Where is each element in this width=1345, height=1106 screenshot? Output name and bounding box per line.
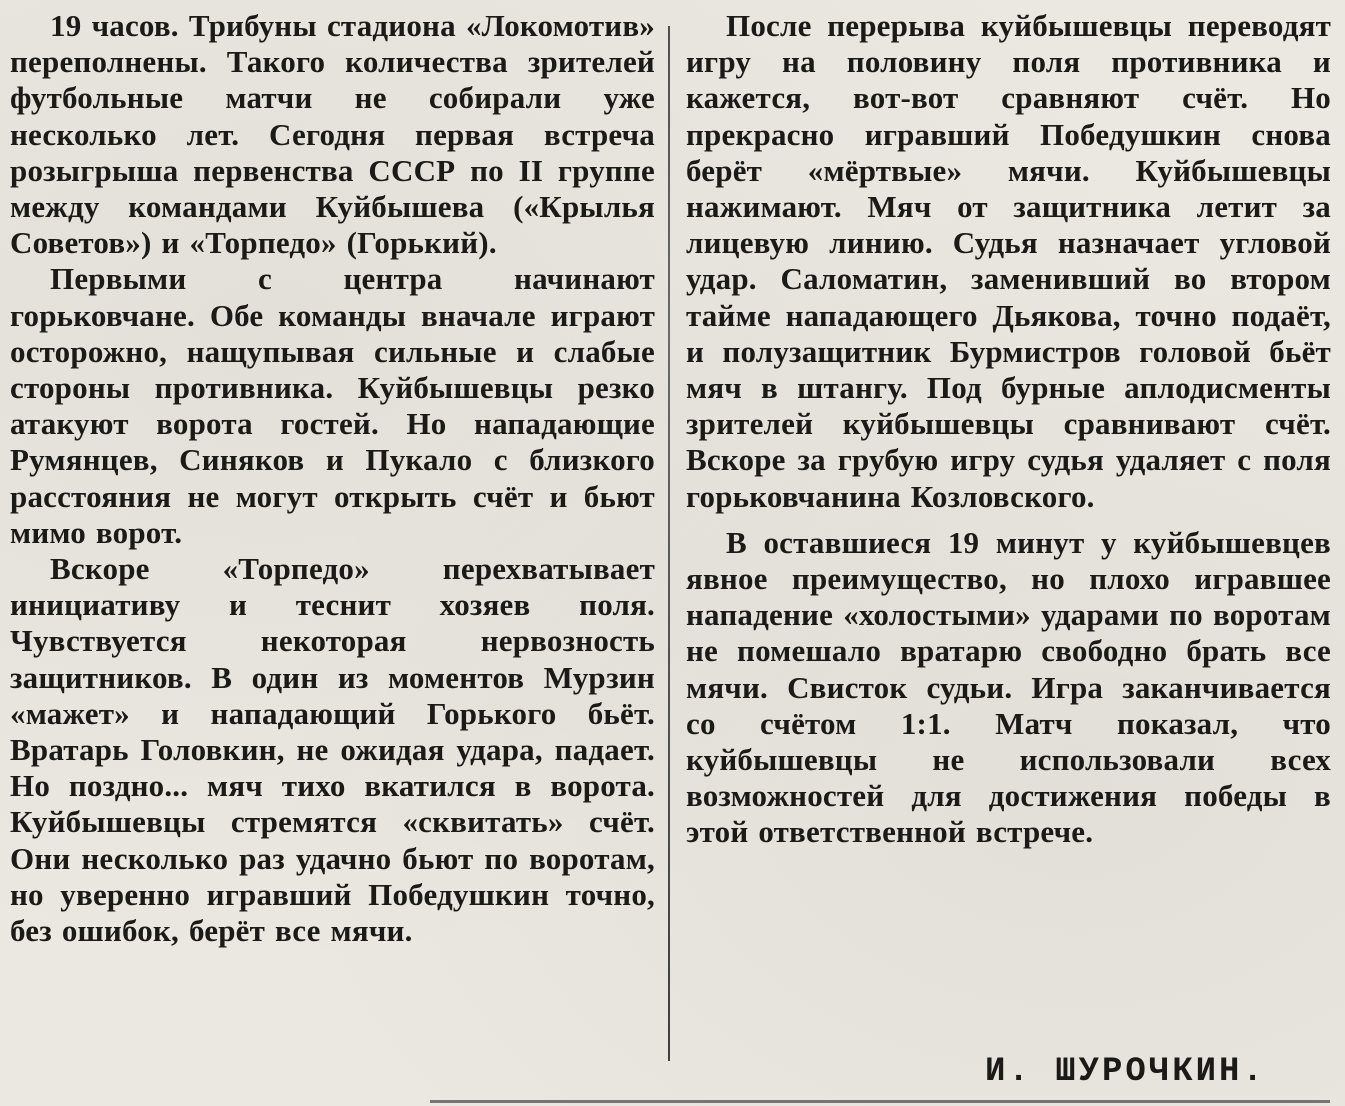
author-signature: И. ШУРОЧКИН. (985, 1053, 1266, 1091)
article-paragraph: 19 часов. Трибуны стадиона «Локомотив» переполнены. Такого количества зрителей футбольные матчи не собирали уже несколько лет. Сегодня первая встреча розыгрыша первенства СССР по II группе между командами Куйбышева («Крылья Советов») и «Торпедо» (Горький). (10, 8, 655, 261)
article-column-right (686, 8, 1331, 851)
paragraph-gap (686, 515, 1331, 525)
article-column-left (10, 8, 655, 949)
article-paragraph: После перерыва куйбышевцы переводят игру на половину поля противника и кажется, вот-вот сравняют счёт. Но прекрасно игравший Победушкин снова берёт «мёртвые» мячи. Куйбышевцы нажимают. Мяч от защитника летит за лицевую линию. Судья назначает угловой удар. Саломатин, заменивший во втором тайме нападающего Дьякова, точно подаёт, и полузащитник Бурмистров головой бьёт мяч в штангу. Под бурные аплодисменты зрителей куйбышевцы сравнивают счёт. Вскоре за грубую игру судья удаляет с поля горьковчанина Козловского. (686, 8, 1331, 514)
article-paragraph: В оставшиеся 19 минут у куйбышевцев явное преимущество, но плохо игравшее нападение «холостыми» ударами по воротам не помешало вратарю свободно брать все мячи. Свисток судьи. Игра заканчивается со счётом 1:1. Матч показал, что куйбышевцы не использовали всех возможностей для достижения победы в этой ответственной встрече. (686, 524, 1331, 850)
column-divider (668, 26, 670, 1061)
bottom-rule (430, 1100, 1330, 1103)
article-paragraph: Вскоре «Торпедо» перехватывает инициативу и теснит хозяев поля. Чувствуется некоторая нервозность защитников. В один из моментов Мурзин «мажет» и нападающий Горького бьёт. Вратарь Головкин, не ожидая удара, падает. Но поздно... мяч тихо вкатился в ворота. Куйбышевцы стремятся «сквитать» счёт. Они несколько раз удачно бьют по воротам, но уверенно игравший Победушкин точно, без ошибок, берёт все мячи. (10, 551, 655, 949)
article-paragraph: Первыми с центра начинают горьковчане. Обе команды вначале играют осторожно, нащупывая сильные и слабые стороны противника. Куйбышевцы резко атакуют ворота гостей. Но нападающие Румянцев, Синяков и Пукало с близкого расстояния не могут открыть счёт и бьют мимо ворот. (10, 261, 655, 550)
